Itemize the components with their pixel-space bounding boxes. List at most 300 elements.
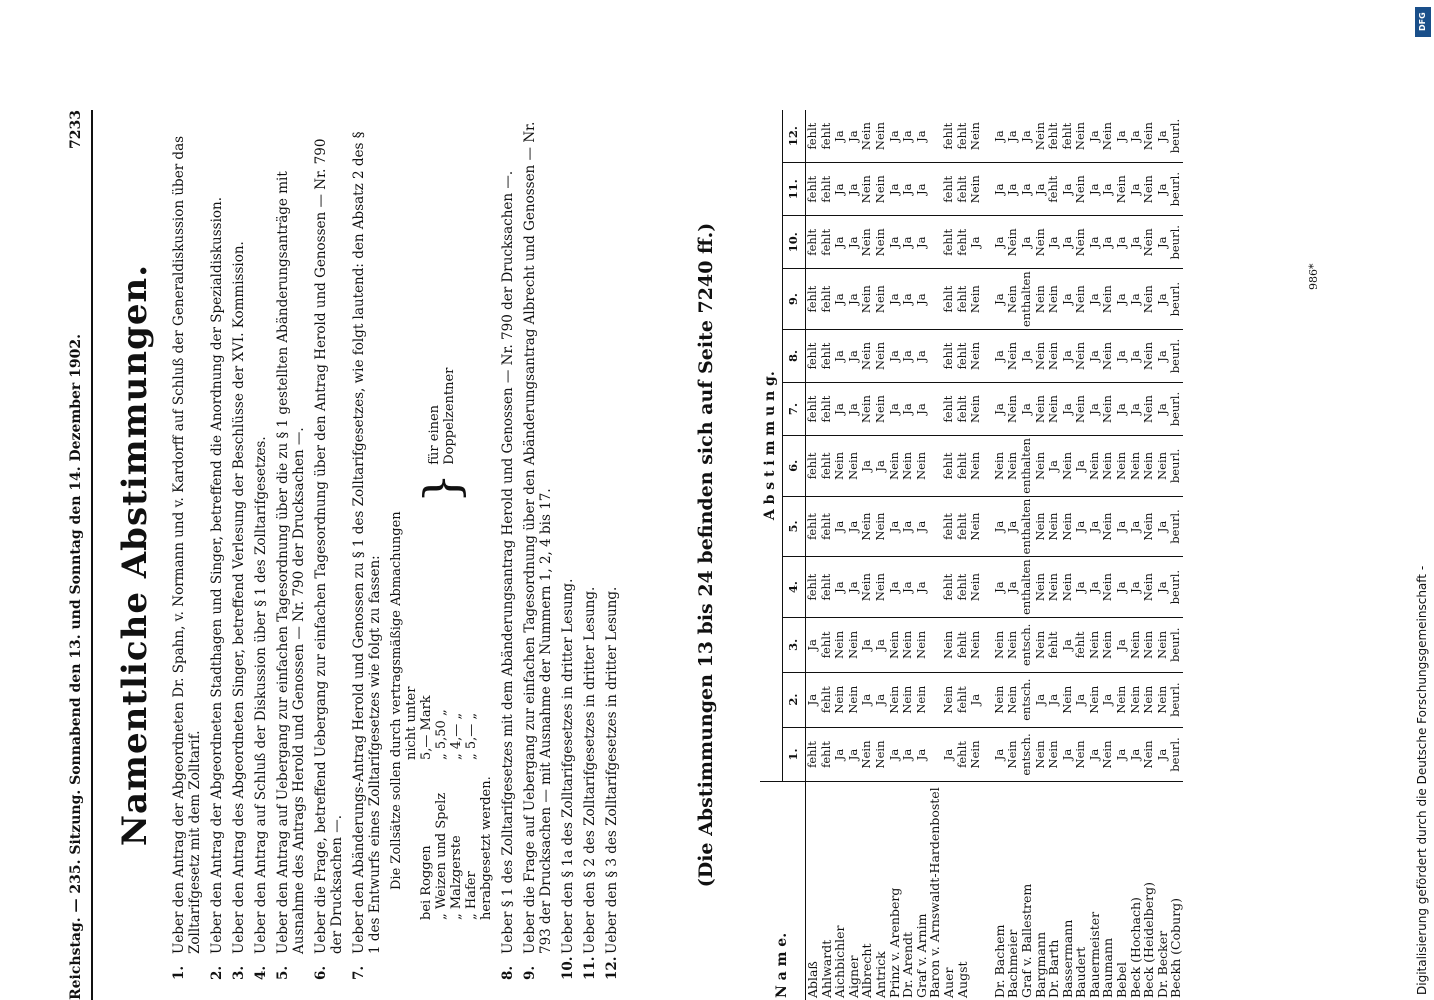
vote-cell: fehlt [806, 557, 820, 618]
vote-cell: Nein [1142, 617, 1156, 672]
vote-cell: Ja [1006, 557, 1020, 618]
vote-cell [928, 672, 942, 727]
vote-cell: Ja [833, 163, 847, 216]
table-row [1020, 110, 1034, 1000]
vote-cell: enthalten [1020, 496, 1034, 557]
vote-cell: Nein [901, 436, 915, 497]
motions-8-12 [500, 120, 620, 980]
vote-cell: Nein [1115, 672, 1129, 727]
vote-cell: fehlt [942, 557, 956, 618]
vote-cell: Nein [1141, 122, 1156, 151]
vote-cell: fehlt [954, 122, 969, 150]
motion-text: Ueber den Antrag auf Schluß der Diskussion über § 1 des Zolltarifgesetzes. [253, 436, 269, 954]
motion-text: Ueber § 1 des Zolltarifgesetzes mit dem Abänderungsantrag Herold und Genossen — Nr. 790 der Drucksachen —. [500, 170, 516, 954]
duty-block [389, 120, 494, 920]
member-name: Antrick [874, 782, 888, 1000]
vote-cell: Nein [969, 727, 983, 782]
member-name: Ahlwardt [820, 782, 834, 1000]
vote-cell: Ja [1129, 163, 1143, 216]
vote-cell [928, 110, 942, 163]
vote-cell: fehlt [820, 496, 834, 557]
member-name: Ablaß [806, 782, 820, 1000]
table-row [860, 110, 874, 1000]
vote-cell: fehlt [1047, 617, 1061, 672]
vote-cell: Ja [1088, 216, 1102, 269]
vote-cell: fehlt [942, 329, 956, 382]
vote-cell: fehlt [942, 383, 956, 436]
vote-cell: fehlt [942, 216, 956, 269]
motion-item [500, 120, 516, 980]
vote-cell: Ja [833, 557, 847, 618]
vote-cell: Ja [1127, 130, 1142, 142]
vote-cell: Ja [1047, 672, 1061, 727]
table-row [969, 110, 983, 1000]
vote-cell: Nein [968, 122, 983, 151]
vote-cell: fehlt [806, 383, 820, 436]
vote-cell: beurl. [1169, 269, 1183, 330]
vote-cell: Ja [915, 163, 929, 216]
vote-cell: Nein [860, 163, 874, 216]
vote-cell: Nein [1006, 436, 1020, 497]
vote-cell: Nein [1061, 672, 1075, 727]
vote-cell: Nein [1034, 496, 1048, 557]
vote-cell: enthalten [1020, 436, 1034, 497]
vote-cell: Ja [1129, 496, 1143, 557]
vote-cell: Nein [969, 383, 983, 436]
vote-cell [928, 436, 942, 497]
vote-cell: Nein [874, 383, 888, 436]
table-row [1006, 110, 1020, 1000]
motion-item [582, 120, 598, 980]
vote-cell: fehlt [820, 557, 834, 618]
motion-number: 10. [560, 956, 576, 980]
column-number: 6. [783, 436, 806, 497]
vote-cell: Nein [1034, 727, 1048, 782]
vote-cell: Nein [833, 436, 847, 497]
vote-cell [928, 617, 942, 672]
vote-cell: Nein [859, 122, 874, 151]
vote-cell: fehlt [956, 617, 970, 672]
vote-cell: Ja [860, 672, 874, 727]
vote-cell [928, 216, 942, 269]
vote-cell: Ja [1074, 557, 1088, 618]
duty-row: „ Weizen und Spelz „ 5,50 „ [434, 709, 449, 920]
motion-list [171, 120, 626, 980]
vote-cell: beurl. [1168, 118, 1183, 154]
column-number: 8. [783, 329, 806, 382]
table-row [1047, 110, 1061, 1000]
vote-cell: fehlt [956, 436, 970, 497]
vote-cell: Ja [888, 329, 902, 382]
vote-cell: Ja [993, 496, 1007, 557]
member-name: Bassermann [1061, 782, 1075, 1000]
motion-item [209, 120, 225, 980]
vote-cell: Nein [1006, 216, 1020, 269]
vote-cell: Ja [1129, 727, 1143, 782]
table-row [806, 110, 820, 1000]
vote-cell: Nein [1061, 436, 1075, 497]
vote-cell: Nein [1034, 557, 1048, 618]
table-row [915, 110, 929, 1000]
vote-cell: Ja [1115, 329, 1129, 382]
table-row [820, 110, 834, 1000]
vote-cell: fehlt [820, 163, 834, 216]
member-name: Dr. Barth [1047, 782, 1061, 1000]
vote-cell: Ja [888, 216, 902, 269]
member-name: Baudert [1074, 782, 1088, 1000]
vote-cell: Ja [900, 130, 915, 142]
motion-item [560, 120, 576, 980]
vote-cell: fehlt [805, 122, 819, 150]
vote-cell: Ja [847, 496, 861, 557]
vote-cell: Ja [1129, 216, 1143, 269]
vote-cell [928, 383, 942, 436]
motion-number: 1. [171, 965, 187, 980]
member-name: Baumann [1101, 782, 1115, 1000]
vote-cell: fehlt [820, 617, 834, 672]
vote-cell: Nein [1129, 617, 1143, 672]
vote-cell: entsch. [1020, 617, 1034, 672]
member-name [969, 782, 983, 1000]
vote-cell: Ja [901, 496, 915, 557]
member-name: Bachmeier [1006, 782, 1020, 1000]
vote-cell: fehlt [820, 383, 834, 436]
vote-cell: fehlt [820, 727, 834, 782]
table-row [1142, 110, 1156, 1000]
vote-header: A b s t i m m u n g. [760, 110, 783, 782]
vote-cell: Ja [833, 269, 847, 330]
table-row [1115, 110, 1129, 1000]
motion-number: 4. [253, 965, 269, 980]
vote-cell: Ja [888, 163, 902, 216]
vote-cell: fehlt [818, 122, 833, 150]
vote-cell: Nein [833, 617, 847, 672]
motion-text: Ueber die Frage, betreffend Uebergang zur einfachen Tagesordnung über den Antrag Herold und Genossen — Nr. 790 der Drucksachen —. [313, 138, 345, 954]
motion-number: 12. [604, 956, 620, 980]
duty-row: „ Hafer „ 5,— „ [464, 712, 479, 920]
vote-cell: Ja [1061, 727, 1075, 782]
vote-cell: entsch. [1020, 727, 1034, 782]
vote-cell: Ja [1018, 130, 1033, 142]
vote-cell: Nein [969, 617, 983, 672]
vote-cell: Nein [860, 496, 874, 557]
motion-text: Ueber den § 3 des Zolltarifgesetzes in dritter Lesung. [604, 586, 620, 954]
table-row [1088, 110, 1102, 1000]
column-number: 9. [783, 269, 806, 330]
vote-cell: fehlt [1047, 163, 1061, 216]
vote-cell: Ja [888, 727, 902, 782]
vote-cell: Nein [847, 672, 861, 727]
vote-cell: Nein [1142, 436, 1156, 497]
vote-cell: beurl. [1169, 557, 1183, 618]
vote-cell: Nein [1047, 329, 1061, 382]
column-number: 5. [783, 496, 806, 557]
vote-cell: beurl. [1169, 216, 1183, 269]
vote-cell: Nein [969, 496, 983, 557]
vote-cell: fehlt [1059, 122, 1074, 150]
vote-cell [928, 163, 942, 216]
vote-cell: Nein [1061, 557, 1075, 618]
table-row [956, 110, 970, 1000]
vote-cell: Ja [1061, 617, 1075, 672]
vote-cell: Ja [1101, 163, 1115, 216]
motion-number: 8. [500, 965, 516, 980]
vote-cell: Ja [1020, 329, 1034, 382]
vote-cell: Nein [874, 163, 888, 216]
column-number: 3. [783, 617, 806, 672]
vote-cell: Nein [1047, 557, 1061, 618]
vote-cell: Nein [1115, 163, 1129, 216]
vote-cell: Ja [969, 216, 983, 269]
digitization-credit: Digitalisierung gefördert durch die Deutsche Forschungsgemeinschaft - [1415, 565, 1429, 995]
vote-cell: Ja [1061, 163, 1075, 216]
table-row [993, 110, 1007, 1000]
vote-cell: fehlt [956, 329, 970, 382]
member-name: Dr. Becker [1156, 782, 1170, 1000]
vote-cell: fehlt [956, 269, 970, 330]
vote-cell: beurl. [1169, 163, 1183, 216]
vote-cell: beurl. [1169, 383, 1183, 436]
member-name: Albrecht [860, 782, 874, 1000]
table-row [888, 110, 902, 1000]
motion-number: 9. [522, 965, 538, 980]
vote-cell: Ja [1129, 557, 1143, 618]
vote-cell: Nein [1034, 329, 1048, 382]
vote-cell: Ja [874, 436, 888, 497]
vote-cell: Nein [1006, 269, 1020, 330]
vote-cell: beurl. [1169, 617, 1183, 672]
vote-cell: Ja [915, 269, 929, 330]
vote-cell: Nein [993, 617, 1007, 672]
vote-cell: Ja [1088, 269, 1102, 330]
vote-cell: Nein [969, 557, 983, 618]
vote-cell: Nein [872, 122, 887, 151]
vote-cell: Ja [1156, 329, 1170, 382]
vote-cell: fehlt [956, 672, 970, 727]
vote-cell: Nein [1156, 617, 1170, 672]
motion-text: Ueber die Frage auf Uebergang zur einfachen Tagesordnung über den Abänderungsantrag Albrecht und Genossen — Nr. 793 der Drucksachen — mit Ausnahme der Nummern 1, 2, 4 bis 17. [522, 121, 554, 954]
member-name: Auer [942, 782, 956, 1000]
vote-cell: Nein [993, 436, 1007, 497]
vote-cell: fehlt [806, 727, 820, 782]
vote-cell: Nein [969, 436, 983, 497]
vote-cell: Ja [1061, 216, 1075, 269]
vote-cell: Nein [1142, 727, 1156, 782]
table-row [1061, 110, 1075, 1000]
vote-cell: Nein [1074, 329, 1088, 382]
vote-cell: Ja [901, 269, 915, 330]
vote-cell: Nein [1142, 216, 1156, 269]
vote-cell: fehlt [820, 672, 834, 727]
vote-cell: Nein [860, 727, 874, 782]
vote-cell: Ja [1088, 383, 1102, 436]
vote-cell: Ja [874, 672, 888, 727]
vote-cell: Nein [969, 269, 983, 330]
table-row [847, 110, 861, 1000]
member-name: Beck (Heidelberg) [1142, 782, 1156, 1000]
vote-cell: Ja [993, 557, 1007, 618]
table-body [806, 110, 1184, 1000]
vote-cell: Ja [1061, 383, 1075, 436]
vote-cell: Nein [833, 672, 847, 727]
vote-cell: Ja [993, 269, 1007, 330]
vote-cell: Ja [860, 617, 874, 672]
motion-item [253, 120, 269, 980]
vote-cell: Ja [847, 383, 861, 436]
vote-cell: fehlt [820, 269, 834, 330]
vote-cell: fehlt [806, 436, 820, 497]
vote-cell: fehlt [940, 122, 955, 150]
vote-cell: Nein [874, 727, 888, 782]
motions-1-7 [171, 120, 383, 980]
vote-cell: Nein [1115, 436, 1129, 497]
duty-end: herabgesetzt werden. [479, 776, 494, 920]
table-row [1074, 110, 1088, 1000]
vote-cell: Ja [847, 163, 861, 216]
vote-cell: Nein [1101, 383, 1115, 436]
vote-cell: Ja [847, 557, 861, 618]
duty-unit: für einen Doppelzentner [426, 367, 457, 465]
vote-cell: Ja [1074, 496, 1088, 557]
vote-cell: Ja [915, 557, 929, 618]
vote-cell: Ja [993, 163, 1007, 216]
motion-text: Ueber den § 1a des Zolltarifgesetzes in dritter Lesung. [560, 578, 576, 954]
motion-number: 11. [582, 956, 598, 980]
vote-cell: Ja [993, 727, 1007, 782]
duty-row: „ Malzgerste „ 4,— „ [449, 712, 464, 920]
vote-cell: Ja [1156, 727, 1170, 782]
member-name: Dr. Arendt [901, 782, 915, 1000]
vote-cell: Nein [860, 329, 874, 382]
vote-cell: Nein [901, 672, 915, 727]
page-title: Namentliche Abstimmungen. [115, 263, 155, 847]
vote-cell: Ja [1101, 216, 1115, 269]
member-name: Bebel [1115, 782, 1129, 1000]
vote-cell: Ja [1088, 727, 1102, 782]
vote-cell: Nein [847, 436, 861, 497]
vote-cell: Ja [833, 383, 847, 436]
vote-cell: fehlt [942, 436, 956, 497]
vote-cell: Nein [1101, 436, 1115, 497]
vote-cell: Nein [1047, 496, 1061, 557]
vote-cell [928, 727, 942, 782]
vote-cell: Ja [1020, 383, 1034, 436]
motion-number: 5. [275, 965, 291, 980]
vote-cell: beurl. [1169, 672, 1183, 727]
member-name: Graf v. Ballestrem [1020, 782, 1034, 1000]
vote-cell: enthalten [1020, 557, 1034, 618]
vote-cell: fehlt [956, 557, 970, 618]
brace: } [413, 472, 470, 504]
motion-item [231, 120, 247, 980]
vote-cell: Ja [1034, 672, 1048, 727]
vote-cell: Ja [915, 329, 929, 382]
motion-text: Ueber den Antrag der Abgeordneten Stadthagen und Singer, betreffend die Anordnung der Spezialdiskussion. [209, 196, 225, 954]
motion-number: 2. [209, 965, 225, 980]
duty-intro: Die Zollsätze sollen durch vertragsmäßige Abmachungen [389, 511, 404, 890]
vote-cell: Nein [915, 617, 929, 672]
member-name: Prinz v. Arenberg [888, 782, 902, 1000]
member-name: Augst [956, 782, 970, 1000]
vote-cell: enthalten [1020, 269, 1034, 330]
vote-cell: Nein [1034, 269, 1048, 330]
vote-cell: Ja [1074, 436, 1088, 497]
vote-cell: Ja [1088, 163, 1102, 216]
table-row [901, 110, 915, 1000]
table-header-row [760, 110, 783, 1000]
vote-cell: Nein [1156, 436, 1170, 497]
rotated-page [65, 110, 1405, 1000]
vote-cell: Nein [1142, 329, 1156, 382]
vote-cell [928, 269, 942, 330]
vote-cell [928, 496, 942, 557]
motion-item [171, 120, 203, 980]
vote-cell: Nein [1100, 122, 1115, 151]
vote-cell: beurl. [1169, 496, 1183, 557]
vote-cell: fehlt [942, 269, 956, 330]
vote-cell: Ja [888, 496, 902, 557]
vote-cell: Ja [874, 617, 888, 672]
vote-cell: fehlt [806, 329, 820, 382]
vote-cell: Nein [1006, 617, 1020, 672]
vote-cell: Nein [1142, 383, 1156, 436]
vote-cell: Ja [888, 383, 902, 436]
vote-cell: Nein [874, 269, 888, 330]
vote-cell: fehlt [1046, 122, 1061, 150]
vote-cell: Nein [860, 557, 874, 618]
vote-cell: Ja [969, 672, 983, 727]
column-number: 12. [783, 110, 806, 163]
column-number: 2. [783, 672, 806, 727]
vote-cell: Nein [915, 672, 929, 727]
vote-cell: fehlt [820, 216, 834, 269]
vote-cell: Ja [1115, 617, 1129, 672]
vote-cell: Ja [1101, 672, 1115, 727]
vote-cell: Ja [1088, 329, 1102, 382]
vote-cell: Nein [1101, 557, 1115, 618]
vote-cell: fehlt [956, 727, 970, 782]
vote-cell: Ja [1088, 557, 1102, 618]
vote-cell: Ja [915, 727, 929, 782]
table-row [928, 110, 942, 1000]
vote-cell: fehlt [942, 163, 956, 216]
vote-cell: Nein [1074, 269, 1088, 330]
table-row [1129, 110, 1143, 1000]
member-name: Bargmann [1034, 782, 1048, 1000]
vote-cell: Ja [1061, 269, 1075, 330]
vote-cell: Ja [1115, 269, 1129, 330]
vote-cell: Ja [1020, 216, 1034, 269]
vote-cell: beurl. [1169, 329, 1183, 382]
motion-text: Ueber den Antrag des Abgeordneten Singer, betreffend Verlesung der Beschlüsse der XVI. Kommission. [231, 241, 247, 954]
vote-cell: Ja [1156, 216, 1170, 269]
vote-cell: Ja [806, 672, 820, 727]
vote-cell: Nein [1074, 163, 1088, 216]
vote-cell: Ja [847, 329, 861, 382]
header-text: Reichstag. — 235. Sitzung. Sonnabend den 13. und Sonntag den 14. Dezember 1902. [68, 333, 84, 1000]
vote-cell: Ja [1074, 672, 1088, 727]
vote-cell: Ja [1115, 216, 1129, 269]
motion-number: 7. [351, 965, 367, 980]
vote-cell: Ja [991, 130, 1006, 142]
vote-cell: Nein [1088, 672, 1102, 727]
vote-cell: Ja [833, 727, 847, 782]
motion-text: Ueber den § 2 des Zolltarifgesetzes in dritter Lesung. [582, 586, 598, 954]
table-row [874, 110, 888, 1000]
vote-cell: Nein [1006, 329, 1020, 382]
motion-text: Ueber den Abänderungs-Antrag Herold und Genossen zu § 1 des Zolltarifgesetzes, wie folgt lautend: den Absatz 2 des § 1 des Entwurfs eines Zolltarifgesetzes wie folgt zu fassen: [351, 131, 383, 954]
vote-cell: Ja [1115, 383, 1129, 436]
